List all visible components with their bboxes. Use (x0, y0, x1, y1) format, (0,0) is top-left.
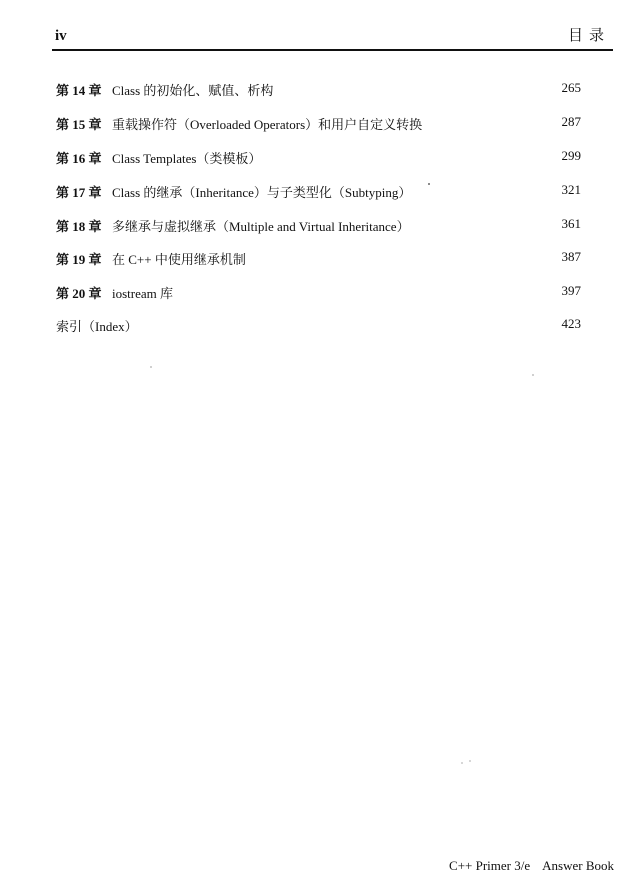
toc-page-number: 287 (561, 114, 581, 129)
toc-entry-title: iostream 库 (112, 286, 174, 301)
toc-entry-title: Class 的初始化、赋值、析构 (112, 83, 274, 98)
scan-speck (150, 366, 152, 368)
toc-entry-title: 多继承与虚拟继承（Multiple and Virtual Inheritance） (112, 219, 410, 234)
toc-chapter-label: 第 16 章 (56, 151, 102, 166)
toc-entry[interactable] (56, 283, 581, 303)
toc-entry-title: Class Templates（类模板） (112, 151, 262, 166)
page-number: iv (55, 28, 67, 44)
section-title: 目录 (567, 28, 610, 44)
toc-page-number: 265 (561, 80, 581, 95)
footer-subtitle: Answer Book (542, 858, 614, 873)
toc-index-entry[interactable] (56, 316, 581, 336)
toc-chapter-label: 第 20 章 (56, 286, 102, 301)
toc-entry[interactable] (56, 249, 581, 269)
scan-speck (428, 183, 430, 185)
toc-entry-title: 索引（Index） (56, 319, 138, 334)
toc-chapter-label: 第 17 章 (56, 185, 102, 200)
scan-speck (532, 374, 534, 376)
toc-entry[interactable] (56, 80, 581, 100)
toc-chapter-label: 第 14 章 (56, 83, 102, 98)
toc-page-number: 299 (561, 148, 581, 163)
toc-chapter-label: 第 19 章 (56, 252, 102, 267)
header-rule (52, 49, 613, 51)
scan-speck (461, 762, 463, 764)
toc-chapter-label: 第 18 章 (56, 219, 102, 234)
toc-entry[interactable] (56, 216, 581, 236)
toc-entry[interactable] (56, 182, 581, 202)
toc-page-number: 423 (561, 316, 581, 331)
toc-page-number: 387 (561, 249, 581, 264)
toc-entry-title: 在 C++ 中使用继承机制 (112, 252, 246, 267)
toc-chapter-label: 第 15 章 (56, 117, 102, 132)
toc-entry-title: Class 的继承（Inheritance）与子类型化（Subtyping） (112, 185, 412, 200)
toc-entry[interactable] (56, 114, 581, 134)
toc-page-number: 397 (561, 283, 581, 298)
toc-entry[interactable] (56, 148, 581, 168)
page-footer (449, 858, 614, 874)
toc-page-number: 321 (561, 182, 581, 197)
toc-entry-title: 重载操作符（Overloaded Operators）和用户自定义转换 (112, 117, 423, 132)
toc-page-number: 361 (561, 216, 581, 231)
footer-book-title: C++ Primer 3/e (449, 858, 531, 873)
scan-speck (469, 760, 471, 762)
